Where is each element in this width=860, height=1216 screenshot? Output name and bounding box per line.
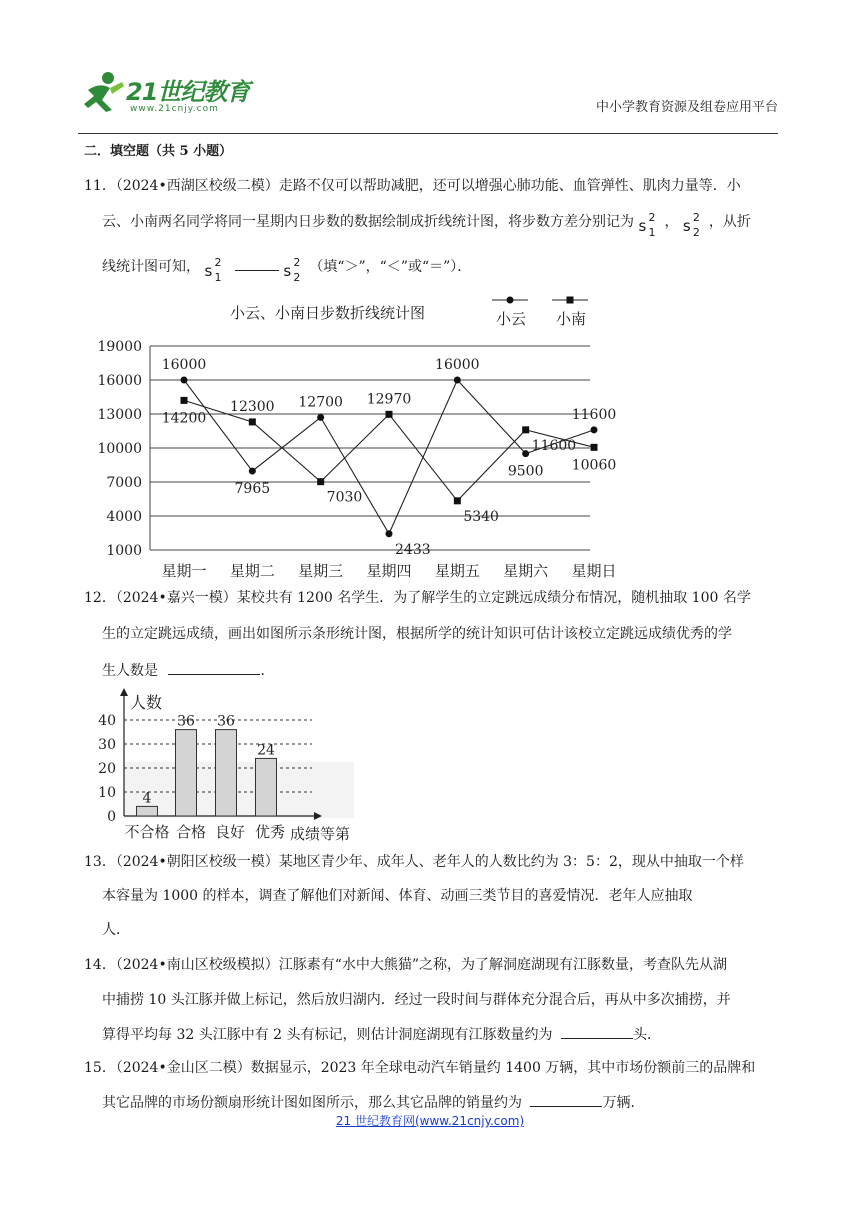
q14-line3-text: 算得平均每 32 头江豚中有 2 头有标记，则估计洞庭湖现有江豚数量约为	[102, 1027, 553, 1043]
data-point	[181, 397, 188, 404]
data-point	[522, 426, 529, 433]
bar	[137, 806, 158, 816]
x-tick-label: 良好	[214, 823, 246, 841]
footer-link[interactable]: 21 世纪教育网(www.21cnjy.com)	[335, 1114, 525, 1128]
answer-blank[interactable]	[530, 1092, 602, 1107]
data-point	[591, 444, 598, 451]
q11-line2	[102, 211, 751, 239]
x-tick-label: 优秀	[254, 823, 286, 841]
section-title: 二．填空题（共 5 小题）	[84, 144, 233, 159]
answer-blank[interactable]	[168, 660, 260, 675]
q14-line3-tail: 头．	[632, 1027, 661, 1043]
q12-line1: 12．（2024•嘉兴一模）某校共有 1200 名学生．为了解学生的立定跳远成绩分布情况，随机抽取 100 名学	[84, 590, 751, 606]
bar-value-label: 24	[257, 742, 275, 759]
data-point	[386, 530, 393, 537]
q11-line3-text: 线统计图可知，	[102, 259, 200, 275]
x-tick-label: 星期六	[503, 562, 549, 580]
x-tick-label: 不合格	[124, 823, 170, 841]
x-tick-label: 合格	[175, 823, 207, 841]
q12-line3	[102, 660, 274, 681]
q11-line3	[102, 256, 472, 284]
data-label: 5340	[463, 508, 499, 525]
bar	[176, 730, 197, 816]
data-label: 16000	[435, 357, 480, 373]
y-tick-label: 20	[98, 761, 116, 777]
q15-line1: 15．（2024•金山区二模）数据显示，2023 年全球电动汽车销量约 1400 万辆，其中市场份额前三的品牌和	[84, 1060, 756, 1076]
q14-line1: 14．（2024•南山区校级模拟）江豚素有“水中大熊猫”之称，为了解洞庭湖现有江豚数量，考查队先从湖	[84, 957, 728, 973]
q11-line2-tail: ，从折	[708, 214, 751, 230]
variance-s1: s 2 1	[638, 211, 656, 239]
q15-line2-text: 其它品牌的市场份额扇形统计图如图所示，那么其它品牌的销量约为	[102, 1095, 522, 1111]
y-tick-label: 13000	[97, 407, 142, 423]
q14-line2: 中捕捞 10 头江豚并做上标记，然后放归湖内．经过一段时间与群体充分混合后，再从中多次捕捞，并	[102, 992, 731, 1008]
data-point	[454, 497, 461, 504]
q12-line3-tail: ．	[260, 663, 275, 679]
y-tick-label: 10000	[97, 441, 142, 457]
data-label: 7965	[234, 481, 271, 498]
q12-line3-text: 生人数是	[102, 663, 158, 679]
data-label: 9500	[507, 463, 544, 480]
data-label: 10060	[571, 457, 617, 474]
data-label: 7030	[326, 489, 363, 506]
y-tick-label: 1000	[106, 543, 142, 559]
line-chart	[97, 292, 617, 582]
data-point	[249, 418, 256, 425]
x-tick-label: 星期日	[571, 562, 617, 580]
q13-line1: 13．（2024•朝阳区校级一模）某地区青少年、成年人、老年人的人数比约为 3：5：2，现从中抽取一个样	[84, 854, 744, 870]
y-tick-label: 30	[98, 737, 116, 753]
data-point	[591, 426, 598, 433]
y-tick-label: 0	[107, 809, 116, 825]
page-header	[78, 66, 778, 134]
bar-value-label: 36	[177, 713, 195, 730]
logo-subtext: www.21cnjy.com	[130, 104, 219, 114]
q15-line2	[102, 1092, 644, 1113]
q11-line3-tail: （填“＞”，“＜”或“＝”）．	[309, 259, 472, 275]
data-point	[317, 478, 324, 485]
data-label: 12300	[230, 398, 275, 415]
q12-line2: 生的立定跳远成绩，画出如图所示条形统计图，根据所学的统计知识可估计该校立定跳远成绩优秀的学	[102, 626, 732, 642]
variance-s1: s 2 1	[204, 256, 222, 284]
x-tick-label: 星期一	[161, 562, 207, 580]
data-point	[317, 414, 324, 421]
data-point	[249, 468, 256, 475]
bar	[256, 758, 277, 816]
data-label: 11600	[571, 406, 617, 423]
y-tick-label: 7000	[106, 475, 142, 491]
variance-s2: s 2 2	[283, 256, 301, 284]
q15-line2-tail: 万辆．	[602, 1095, 645, 1111]
answer-blank[interactable]	[235, 256, 279, 271]
platform-name: 中小学教育资源及组卷应用平台	[595, 100, 778, 115]
x-tick-label: 星期四	[366, 562, 412, 580]
bar-chart	[96, 682, 366, 842]
x-tick-label: 星期三	[298, 562, 344, 580]
q11-line1: 11．（2024•西湖区校级二模）走路不仅可以帮助减肥，还可以增强心肺功能、血管弹性、肌肉力量等．小	[84, 178, 741, 194]
data-label: 12700	[298, 394, 343, 411]
legend-label: 小云	[496, 310, 527, 328]
header-divider	[78, 133, 778, 134]
q11-line2-text: 云、小南两名同学将同一星期内日步数的数据绘制成折线统计图，将步数方差分别记为	[102, 214, 634, 230]
y-tick-label: 40	[98, 713, 116, 729]
data-label: 14200	[161, 410, 207, 427]
chart-title: 小云、小南日步数折线统计图	[230, 304, 426, 322]
bar-value-label: 4	[142, 790, 152, 807]
y-axis-label: 人数	[130, 693, 163, 712]
x-tick-label: 星期二	[229, 562, 275, 580]
y-axis-arrow	[120, 688, 128, 696]
q13-line2: 本容量为 1000 的样本，调查了解他们对新闻、体育、动画三类节目的喜爱情况．老年人应抽取	[102, 888, 693, 904]
runner-logo-icon	[78, 70, 128, 114]
legend-label: 小南	[556, 310, 587, 328]
data-label: 11600	[531, 437, 577, 454]
data-point	[386, 411, 393, 418]
logo-text: 21世纪教育	[126, 78, 250, 106]
variance-s2: s 2 2	[682, 211, 700, 239]
q14-line3	[102, 1024, 661, 1045]
data-label: 16000	[161, 357, 207, 373]
q11-comma: ，	[664, 214, 679, 230]
bar	[216, 730, 237, 816]
answer-blank[interactable]	[561, 1024, 633, 1039]
data-label: 2433	[395, 541, 431, 558]
y-tick-label: 4000	[106, 509, 142, 525]
y-tick-label: 10	[98, 785, 116, 801]
x-tick-label: 星期五	[434, 562, 480, 580]
legend-marker	[567, 297, 574, 304]
data-point	[454, 377, 461, 384]
q13-line3: 人．	[102, 922, 130, 938]
y-tick-label: 19000	[97, 339, 142, 355]
site-logo[interactable]	[78, 66, 258, 120]
legend-marker	[507, 297, 514, 304]
x-axis-label: 成绩等第	[290, 825, 351, 843]
bar-value-label: 36	[217, 713, 235, 730]
data-point	[522, 450, 529, 457]
data-point	[181, 377, 188, 384]
chart-shade	[124, 762, 354, 818]
data-label: 12970	[366, 391, 412, 408]
y-tick-label: 16000	[97, 373, 142, 389]
